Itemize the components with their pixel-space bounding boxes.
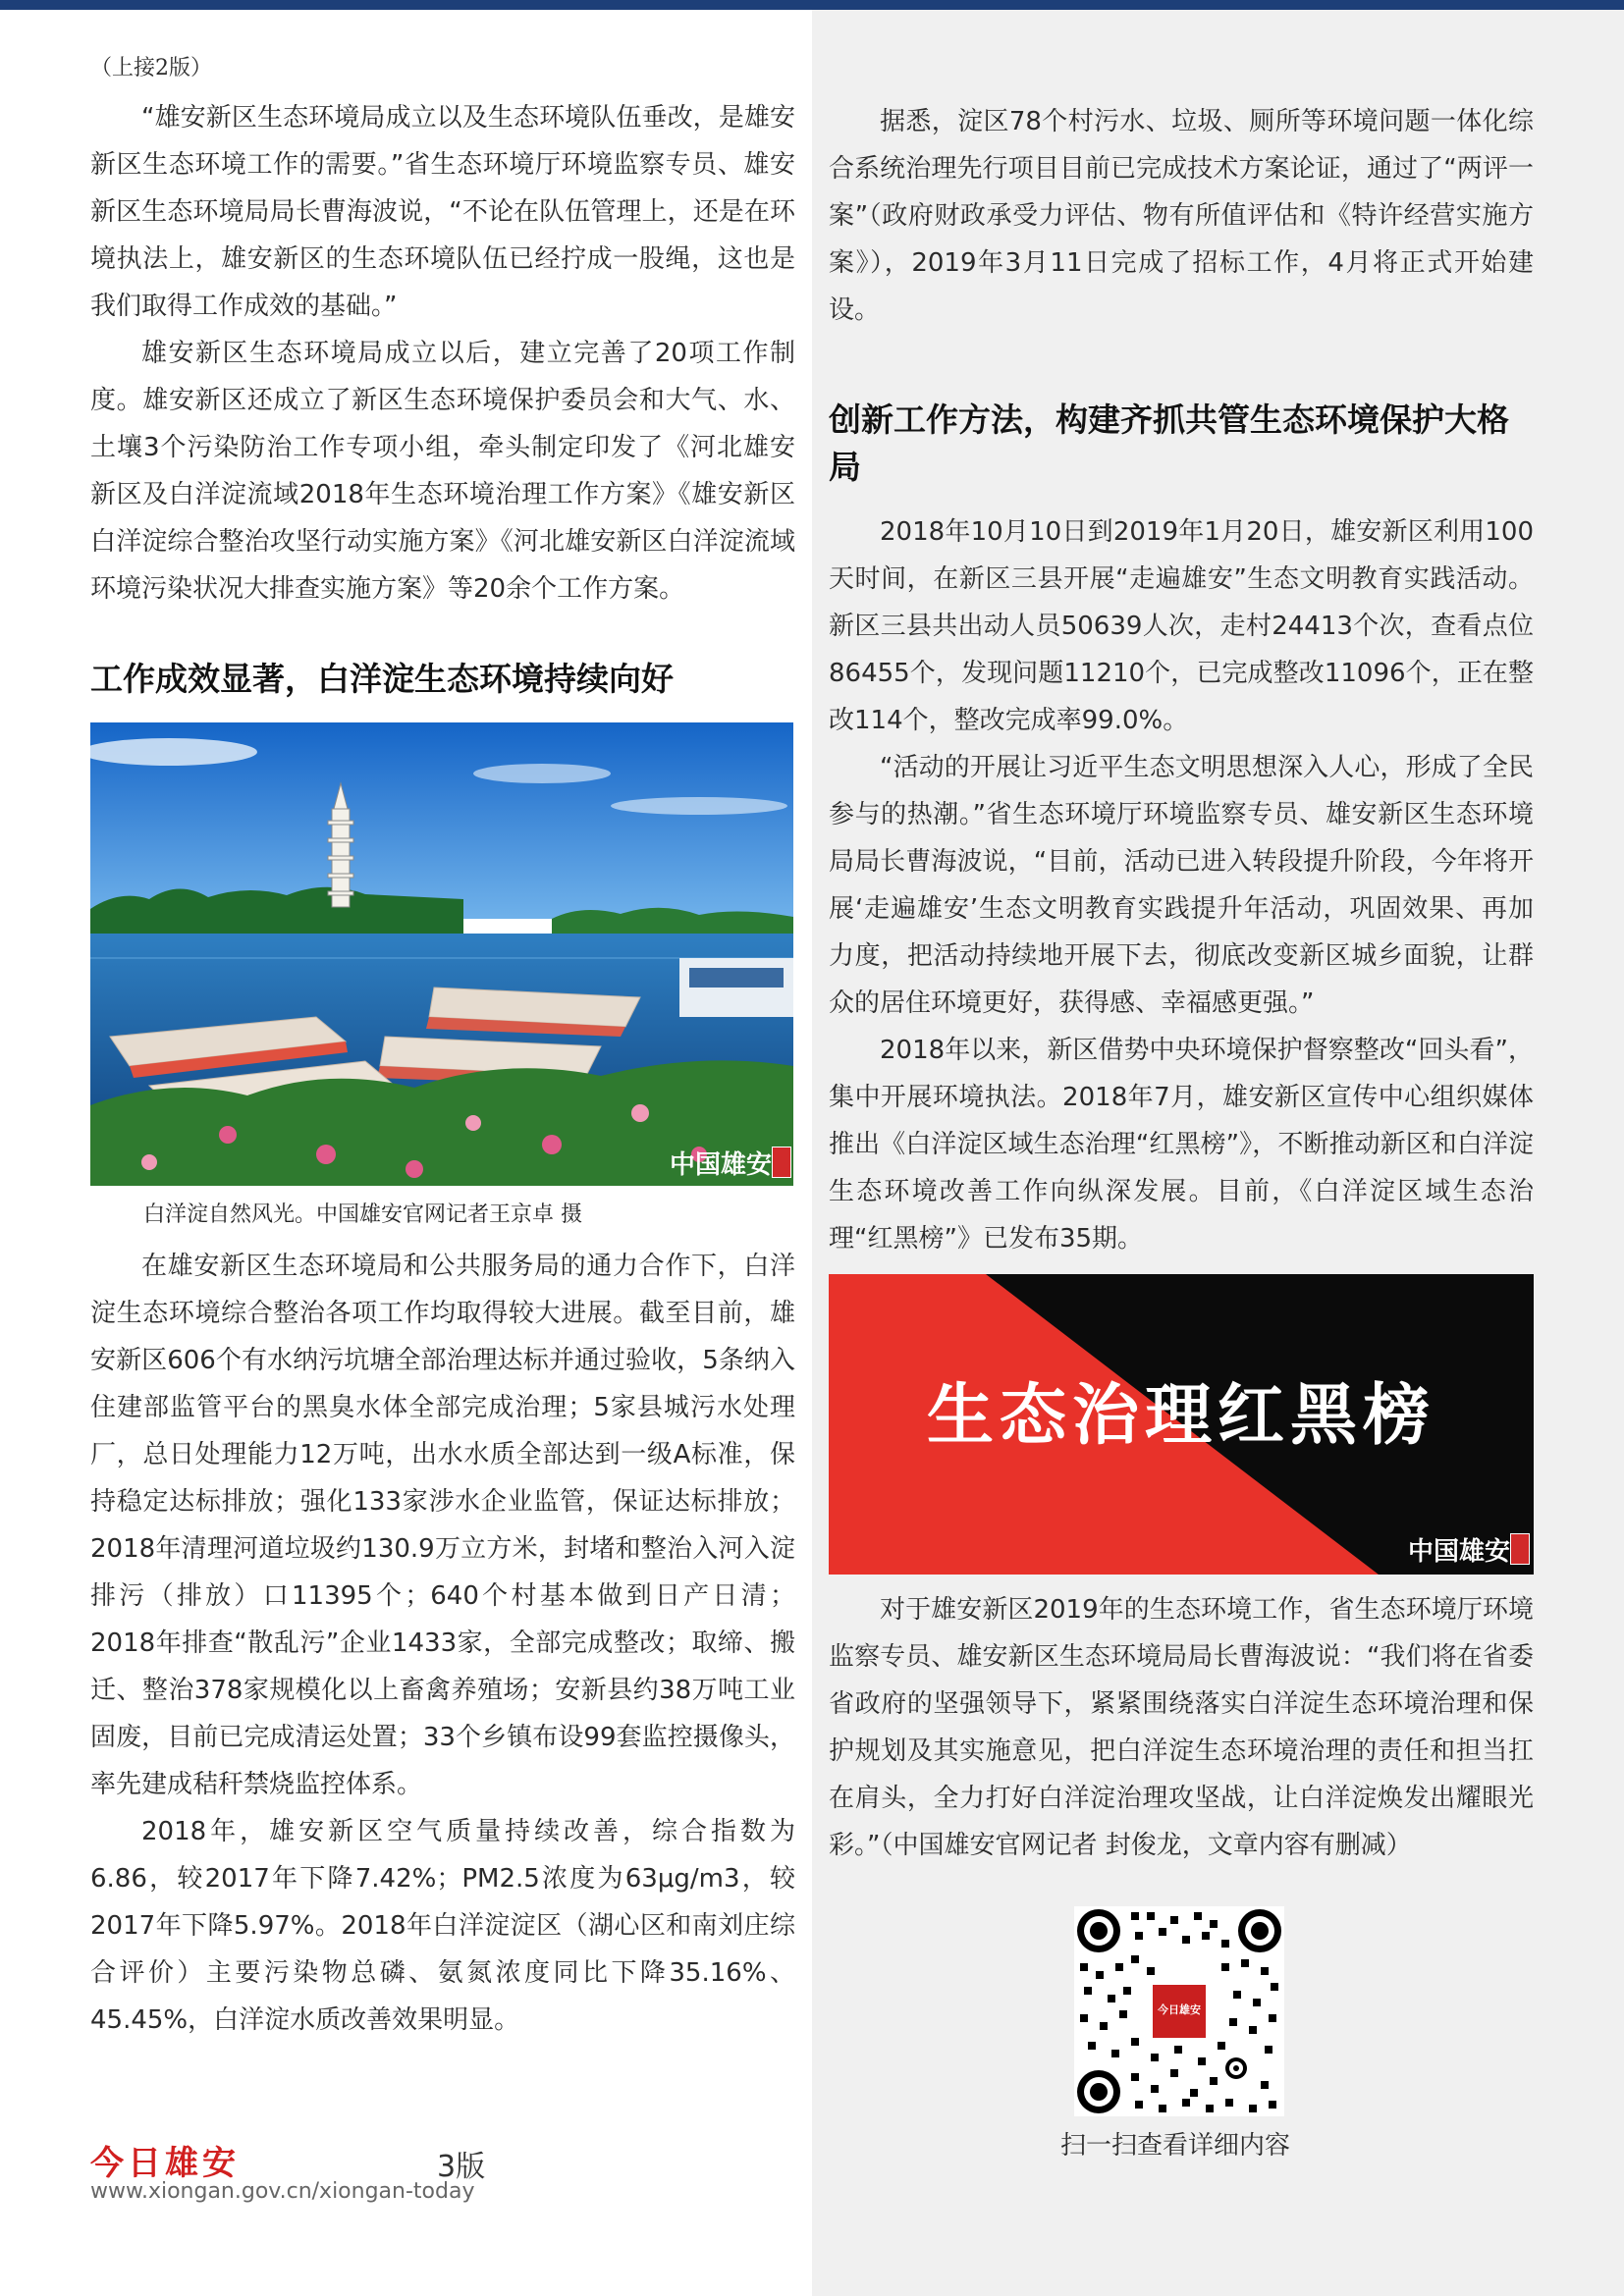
left-paragraph-4: 2018年，雄安新区空气质量持续改善，综合指数为6.86，较2017年下降7.42%；PM2.5浓度为63μg/m3，较2017年下降5.97%。2018年白洋淀淀区（湖心区和南刘庄综合评价）主要污染物总磷、氨氮浓度同比下降35.16%、45.45%，白洋淀水质改善效果明显。 <box>90 1817 795 2035</box>
top-bar <box>0 0 1624 10</box>
footer-url[interactable]: www.xiongan.gov.cn/xiongan-today <box>90 2179 475 2204</box>
qr-block <box>1060 1906 1291 2165</box>
right-column <box>829 98 1534 2165</box>
right-paragraph-1: 据悉，淀区78个村污水、垃圾、厕所等环境问题一体化综合系统治理先行项目目前已完成技术方案论证，通过了“两评一案”（政府财政承受力评估、物有所值评估和《特许经营实施方案》），2019年3月11日完成了招标工作，4月将正式开始建设。 <box>829 107 1534 325</box>
banner-watermark-logo: 中国雄安 <box>1408 1537 1511 1567</box>
left-paragraph-1: “雄安新区生态环境局成立以及生态环境队伍垂改，是雄安新区生态环境工作的需要。”省生态环境厅环境监察专员、雄安新区生态环境局局长曹海波说，“不论在队伍管理上，还是在环境执法上，雄安新区的生态环境队伍已经拧成一股绳，这也是我们取得工作成效的基础。” <box>90 103 795 321</box>
banner-title: 生态治理红黑榜 <box>926 1377 1435 1455</box>
photo-caption: 白洋淀自然风光。中国雄安官网记者王京卓 摄 <box>143 1202 582 1227</box>
qr-center-logo: 今日雄安 <box>1158 2003 1201 2016</box>
left-paragraph-2: 雄安新区生态环境局成立以后，建立完善了20项工作制度。雄安新区还成立了新区生态环境保护委员会和大气、水、土壤3个污染防治工作专项小组，牵头制定印发了《河北雄安新区及白洋淀流域2018年生态环境治理工作方案》《雄安新区白洋淀综合整治攻坚行动实施方案》《河北雄安新区白洋淀流域环境污染状况大排查实施方案》等20余个工作方案。 <box>90 339 795 604</box>
photo-watermark-logo: 中国雄安 <box>670 1150 773 1180</box>
photo-watermark-tag <box>772 1147 791 1178</box>
qr-caption: 扫一扫查看详细内容 <box>1060 2131 1291 2161</box>
section-heading-results: 工作成效显著，白洋淀生态环境持续向好 <box>90 660 674 698</box>
right-paragraph-4: 2018年以来，新区借势中央环境保护督察整改“回头看”，集中开展环境执法。2018年7月，雄安新区宣传中心组织媒体推出《白洋淀区域生态治理“红黑榜”》，不断推动新区和白洋淀生态环境改善工作向纵深发展。目前，《白洋淀区域生态治理“红黑榜”》已发布35期。 <box>829 1036 1534 1254</box>
banner-watermark-tag <box>1510 1533 1530 1565</box>
left-paragraph-3: 在雄安新区生态环境局和公共服务局的通力合作下，白洋淀生态环境综合整治各项工作均取得较大进展。截至目前，雄安新区606个有水纳污坑塘全部治理达标并通过验收，5条纳入住建部监管平台的黑臭水体全部完成治理；5家县城污水处理厂，总日处理能力12万吨，出水水质全部达到一级A标准，保持稳定达标排放；强化133家涉水企业监管，保证达标排放；2018年清理河道垃圾约130.9万立方米，封堵和整治入河入淀排污（排放）口11395个；640个村基本做到日产日清；2018年排查“散乱污”企业1433家，全部完成整改；取缔、搬迁、整治378家规模化以上畜禽养殖场；安新县约38万吨工业固废，目前已完成清运处置；33个乡镇布设99套监控摄像头，率先建成秸秆禁烧监控体系。 <box>90 1252 795 1799</box>
qr-code[interactable] <box>1074 1906 1284 2116</box>
baiyangdian-photo <box>90 722 793 1186</box>
right-paragraph-2: 2018年10月10日到2019年1月20日，雄安新区利用100天时间，在新区三县开展“走遍雄安”生态文明教育实践活动。新区三县共出动人员50639人次，走村24413个次，查看点位86455个，发现问题11210个，已完成整改11096个，正在整改114个，整改完成率99.0%。 <box>829 517 1534 735</box>
section-heading-methods: 创新工作方法，构建齐抓共管生态环境保护大格局 <box>829 400 1509 486</box>
red-black-list-banner <box>829 1274 1534 1575</box>
continued-label: （上接2版） <box>90 56 212 80</box>
footer-logo: 今日雄安 <box>90 2144 240 2183</box>
right-paragraph-5: 对于雄安新区2019年的生态环境工作，省生态环境厅环境监察专员、雄安新区生态环境局局长曹海波说：“我们将在省委省政府的坚强领导下，紧紧围绕落实白洋淀生态环境治理和保护规划及其实施意见，把白洋淀生态环境治理的责任和担当扛在肩头，全力打好白洋淀治理攻坚战，让白洋淀焕发出耀眼光彩。”（中国雄安官网记者 封俊龙，文章内容有删减） <box>829 1595 1534 1860</box>
left-column <box>90 49 795 2044</box>
right-paragraph-3: “活动的开展让习近平生态文明思想深入人心，形成了全民参与的热潮。”省生态环境厅环境监察专员、雄安新区生态环境局局长曹海波说，“目前，活动已进入转段提升阶段，今年将开展‘走遍雄安’生态文明教育实践提升年活动，巩固效果、再加力度，把活动持续地开展下去，彻底改变新区城乡面貌，让群众的居住环境更好，获得感、幸福感更强。” <box>829 753 1534 1018</box>
page-number: 3版 <box>437 2150 486 2184</box>
